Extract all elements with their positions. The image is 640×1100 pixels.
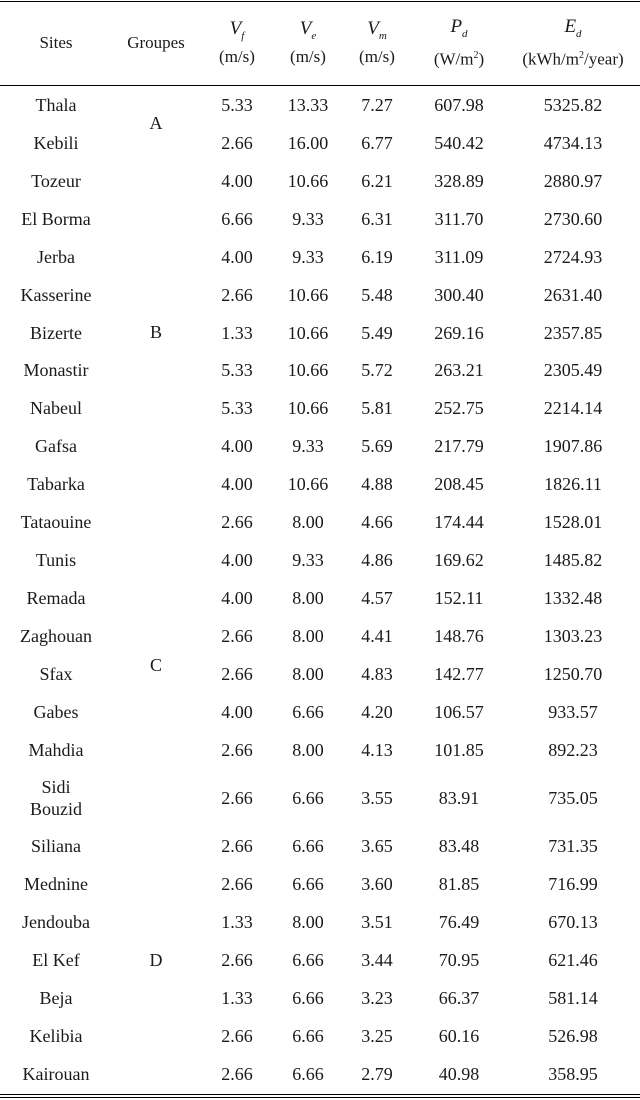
value-cell-pd: 40.98 [438,1064,480,1085]
value-cell-vf: 5.33 [221,360,253,381]
value-cell-vf: 1.33 [221,322,253,343]
group-label: C [149,654,162,675]
value-cell-ve: 6.66 [292,788,324,809]
value-cell-pd: 106.57 [434,701,484,722]
value-cell-pd: 83.91 [438,788,480,809]
value-cell-vf: 1.33 [221,988,253,1009]
value-cell-vm: 4.86 [361,550,393,571]
table-bottom-rule [0,1094,640,1095]
value-cell-pd: 300.40 [434,284,484,305]
value-cell-ed: 735.05 [548,788,598,809]
site-name-cell: Sfax [39,663,73,684]
value-cell-vf: 2.66 [221,836,253,857]
value-cell-ve: 8.00 [292,739,324,760]
value-cell-pd: 83.48 [438,836,480,857]
value-cell-vm: 4.20 [361,701,393,722]
value-cell-pd: 311.70 [434,208,484,229]
value-cell-pd: 60.16 [438,1026,480,1047]
header-ed-unit: $(kWh/m^2/year)$ [522,49,624,69]
value-cell-ve: 13.33 [287,94,329,115]
value-cell-ed: 731.35 [548,836,598,857]
value-cell-ve: 10.66 [287,284,329,305]
value-cell-ed: 2357.85 [543,322,603,343]
site-name-cell: Tataouine [20,512,92,533]
value-cell-pd: 81.85 [438,874,480,895]
value-cell-vf: 2.66 [221,1026,253,1047]
value-cell-vm: 4.13 [361,739,393,760]
header-ed [506,0,640,85]
site-name-cell: Zaghouan [20,625,92,646]
site-name-cell: Gabes [33,701,79,722]
value-cell-ed: 1332.48 [543,588,603,609]
value-cell-ed: 2214.14 [543,398,603,419]
value-cell-vm: 3.44 [361,950,393,971]
header-ed-symbol: $E_d$ [564,15,582,40]
value-cell-ed: 4734.13 [543,132,603,153]
site-name-cell: Kelibia [29,1026,83,1047]
value-cell-ve: 9.33 [292,208,324,229]
value-cell-vm: 5.49 [361,322,393,343]
site-name-cell: Tabarka [27,474,85,495]
value-cell-ve: 6.66 [292,1026,324,1047]
value-cell-vm: 2.79 [361,1064,393,1085]
value-cell-ve: 10.66 [287,322,329,343]
value-cell-pd: 70.95 [438,950,480,971]
value-cell-vm: 5.72 [361,360,393,381]
value-cell-ed: 1528.01 [543,512,603,533]
value-cell-pd: 142.77 [434,663,484,684]
value-cell-ed: 621.46 [548,950,598,971]
header-vm-unit: (m/s) [359,47,395,67]
value-cell-vm: 3.55 [361,788,393,809]
value-cell-vm: 5.81 [361,398,393,419]
value-cell-vf: 6.66 [221,208,253,229]
header-groupes [112,0,200,85]
value-cell-ve: 6.66 [292,874,324,895]
value-cell-vm: 4.41 [361,625,393,646]
group-label: A [149,113,163,134]
value-cell-vf: 1.33 [221,912,253,933]
value-cell-vm: 6.19 [361,246,393,267]
site-name-cell: Remada [26,588,86,609]
value-cell-vf: 5.33 [221,94,253,115]
value-cell-ve: 6.66 [292,1064,324,1085]
value-cell-pd: 152.11 [434,588,484,609]
site-name-cell: Kasserine [20,284,92,305]
value-cell-vm: 4.57 [361,588,393,609]
header-ve [274,0,342,85]
value-cell-vm: 5.69 [361,436,393,457]
value-cell-vm: 3.65 [361,836,393,857]
site-name-cell: Tunis [35,550,77,571]
value-cell-vm: 6.77 [361,132,393,153]
group-label: B [149,322,162,343]
value-cell-vf: 4.00 [221,436,253,457]
value-cell-pd: 174.44 [434,512,484,533]
site-name-cell: Mahdia [28,739,84,760]
table-bottom-rule-double [0,1097,640,1098]
header-ve-symbol: $V_e$ [299,17,317,42]
value-cell-pd: 540.42 [434,132,484,153]
value-cell-ve: 9.33 [292,436,324,457]
value-cell-vf: 2.66 [221,788,253,809]
value-cell-ve: 8.00 [292,512,324,533]
value-cell-vf: 5.33 [221,398,253,419]
value-cell-ve: 9.33 [292,550,324,571]
value-cell-vm: 3.60 [361,874,393,895]
value-cell-vf: 2.66 [221,950,253,971]
value-cell-vf: 2.66 [221,132,253,153]
value-cell-vf: 2.66 [221,739,253,760]
value-cell-ve: 8.00 [292,625,324,646]
header-vm-symbol: $V_m$ [367,17,387,42]
value-cell-ed: 2631.40 [543,284,603,305]
value-cell-ve: 10.66 [287,398,329,419]
header-pd [412,0,506,85]
value-cell-vf: 4.00 [221,246,253,267]
value-cell-ed: 933.57 [548,701,598,722]
value-cell-ed: 1303.23 [543,625,603,646]
value-cell-pd: 311.09 [434,246,484,267]
value-cell-ve: 10.66 [287,360,329,381]
value-cell-ve: 10.66 [287,170,329,191]
value-cell-vf: 4.00 [221,550,253,571]
value-cell-vf: 4.00 [221,170,253,191]
site-name-cell: Monastir [23,360,89,381]
site-name-cell: El Kef [32,950,80,971]
value-cell-vm: 3.51 [361,912,393,933]
group-label: D [149,949,163,970]
value-cell-ed: 1826.11 [544,474,602,495]
site-name-cell: Thala [35,94,77,115]
header-pd-unit: $(W/m^2)$ [433,49,485,69]
value-cell-ed: 2305.49 [543,360,603,381]
site-name-cell: Siliana [31,836,81,857]
header-pd-symbol: $P_d$ [450,15,468,40]
value-cell-vm: 3.23 [361,988,393,1009]
value-cell-vf: 2.66 [221,663,253,684]
value-cell-vf: 4.00 [221,588,253,609]
site-name-cell: Beja [39,988,73,1009]
value-cell-vf: 2.66 [221,1064,253,1085]
value-cell-ed: 1485.82 [543,550,603,571]
value-cell-vf: 2.66 [221,512,253,533]
site-name-cell: Sidi Bouzid [30,777,82,820]
header-vm [342,0,412,85]
value-cell-ve: 8.00 [292,663,324,684]
value-cell-ve: 6.66 [292,988,324,1009]
value-cell-vm: 6.21 [361,170,393,191]
value-cell-ed: 2730.60 [543,208,603,229]
value-cell-pd: 208.45 [434,474,484,495]
value-cell-pd: 328.89 [434,170,484,191]
site-name-cell: Nabeul [30,398,82,419]
value-cell-vm: 4.88 [361,474,393,495]
value-cell-ve: 8.00 [292,912,324,933]
value-cell-ve: 6.66 [292,701,324,722]
value-cell-vm: 4.66 [361,512,393,533]
value-cell-vm: 7.27 [361,94,393,115]
value-cell-ed: 526.98 [548,1026,598,1047]
value-cell-ed: 1250.70 [543,663,603,684]
value-cell-pd: 607.98 [434,94,484,115]
value-cell-pd: 148.76 [434,625,484,646]
header-ve-unit: (m/s) [290,47,326,67]
value-cell-pd: 252.75 [434,398,484,419]
value-cell-ve: 10.66 [287,474,329,495]
value-cell-ve: 6.66 [292,950,324,971]
value-cell-ve: 6.66 [292,836,324,857]
value-cell-vf: 4.00 [221,474,253,495]
header-sites-label: Sites [39,33,73,52]
site-name-cell: Bizerte [30,322,82,343]
value-cell-ed: 892.23 [548,739,598,760]
value-cell-ed: 358.95 [548,1064,598,1085]
value-cell-pd: 101.85 [434,739,484,760]
header-vf-unit: (m/s) [219,47,255,67]
site-name-cell: Tozeur [31,170,81,191]
header-groupes-label: Groupes [127,33,185,52]
site-name-cell: Kebili [33,132,79,153]
site-name-cell: Jerba [37,246,75,267]
value-cell-vf: 4.00 [221,701,253,722]
value-cell-vm: 3.25 [361,1026,393,1047]
value-cell-vf: 2.66 [221,874,253,895]
value-cell-pd: 66.37 [438,988,480,1009]
value-cell-pd: 269.16 [434,322,484,343]
value-cell-vm: 4.83 [361,663,393,684]
value-cell-vf: 2.66 [221,625,253,646]
header-vf [200,0,274,85]
value-cell-ve: 16.00 [287,132,329,153]
header-vf-symbol: $V_f$ [229,17,245,42]
value-cell-ve: 9.33 [292,246,324,267]
value-cell-ed: 2880.97 [543,170,603,191]
header-sites [0,0,112,85]
value-cell-pd: 169.62 [434,550,484,571]
site-name-cell: Gafsa [35,436,77,457]
site-name-cell: Kairouan [22,1064,90,1085]
value-cell-pd: 76.49 [438,912,480,933]
value-cell-ed: 2724.93 [543,246,603,267]
value-cell-pd: 263.21 [434,360,484,381]
site-name-cell: El Borma [21,208,91,229]
value-cell-pd: 217.79 [434,436,484,457]
value-cell-ed: 581.14 [548,988,598,1009]
site-name-cell: Jendouba [22,912,90,933]
value-cell-ed: 1907.86 [543,436,603,457]
value-cell-ve: 8.00 [292,588,324,609]
value-cell-ed: 670.13 [548,912,598,933]
value-cell-vm: 5.48 [361,284,393,305]
value-cell-vf: 2.66 [221,284,253,305]
value-cell-vm: 6.31 [361,208,393,229]
value-cell-ed: 716.99 [548,874,598,895]
site-name-cell: Mednine [24,874,88,895]
value-cell-ed: 5325.82 [543,94,603,115]
